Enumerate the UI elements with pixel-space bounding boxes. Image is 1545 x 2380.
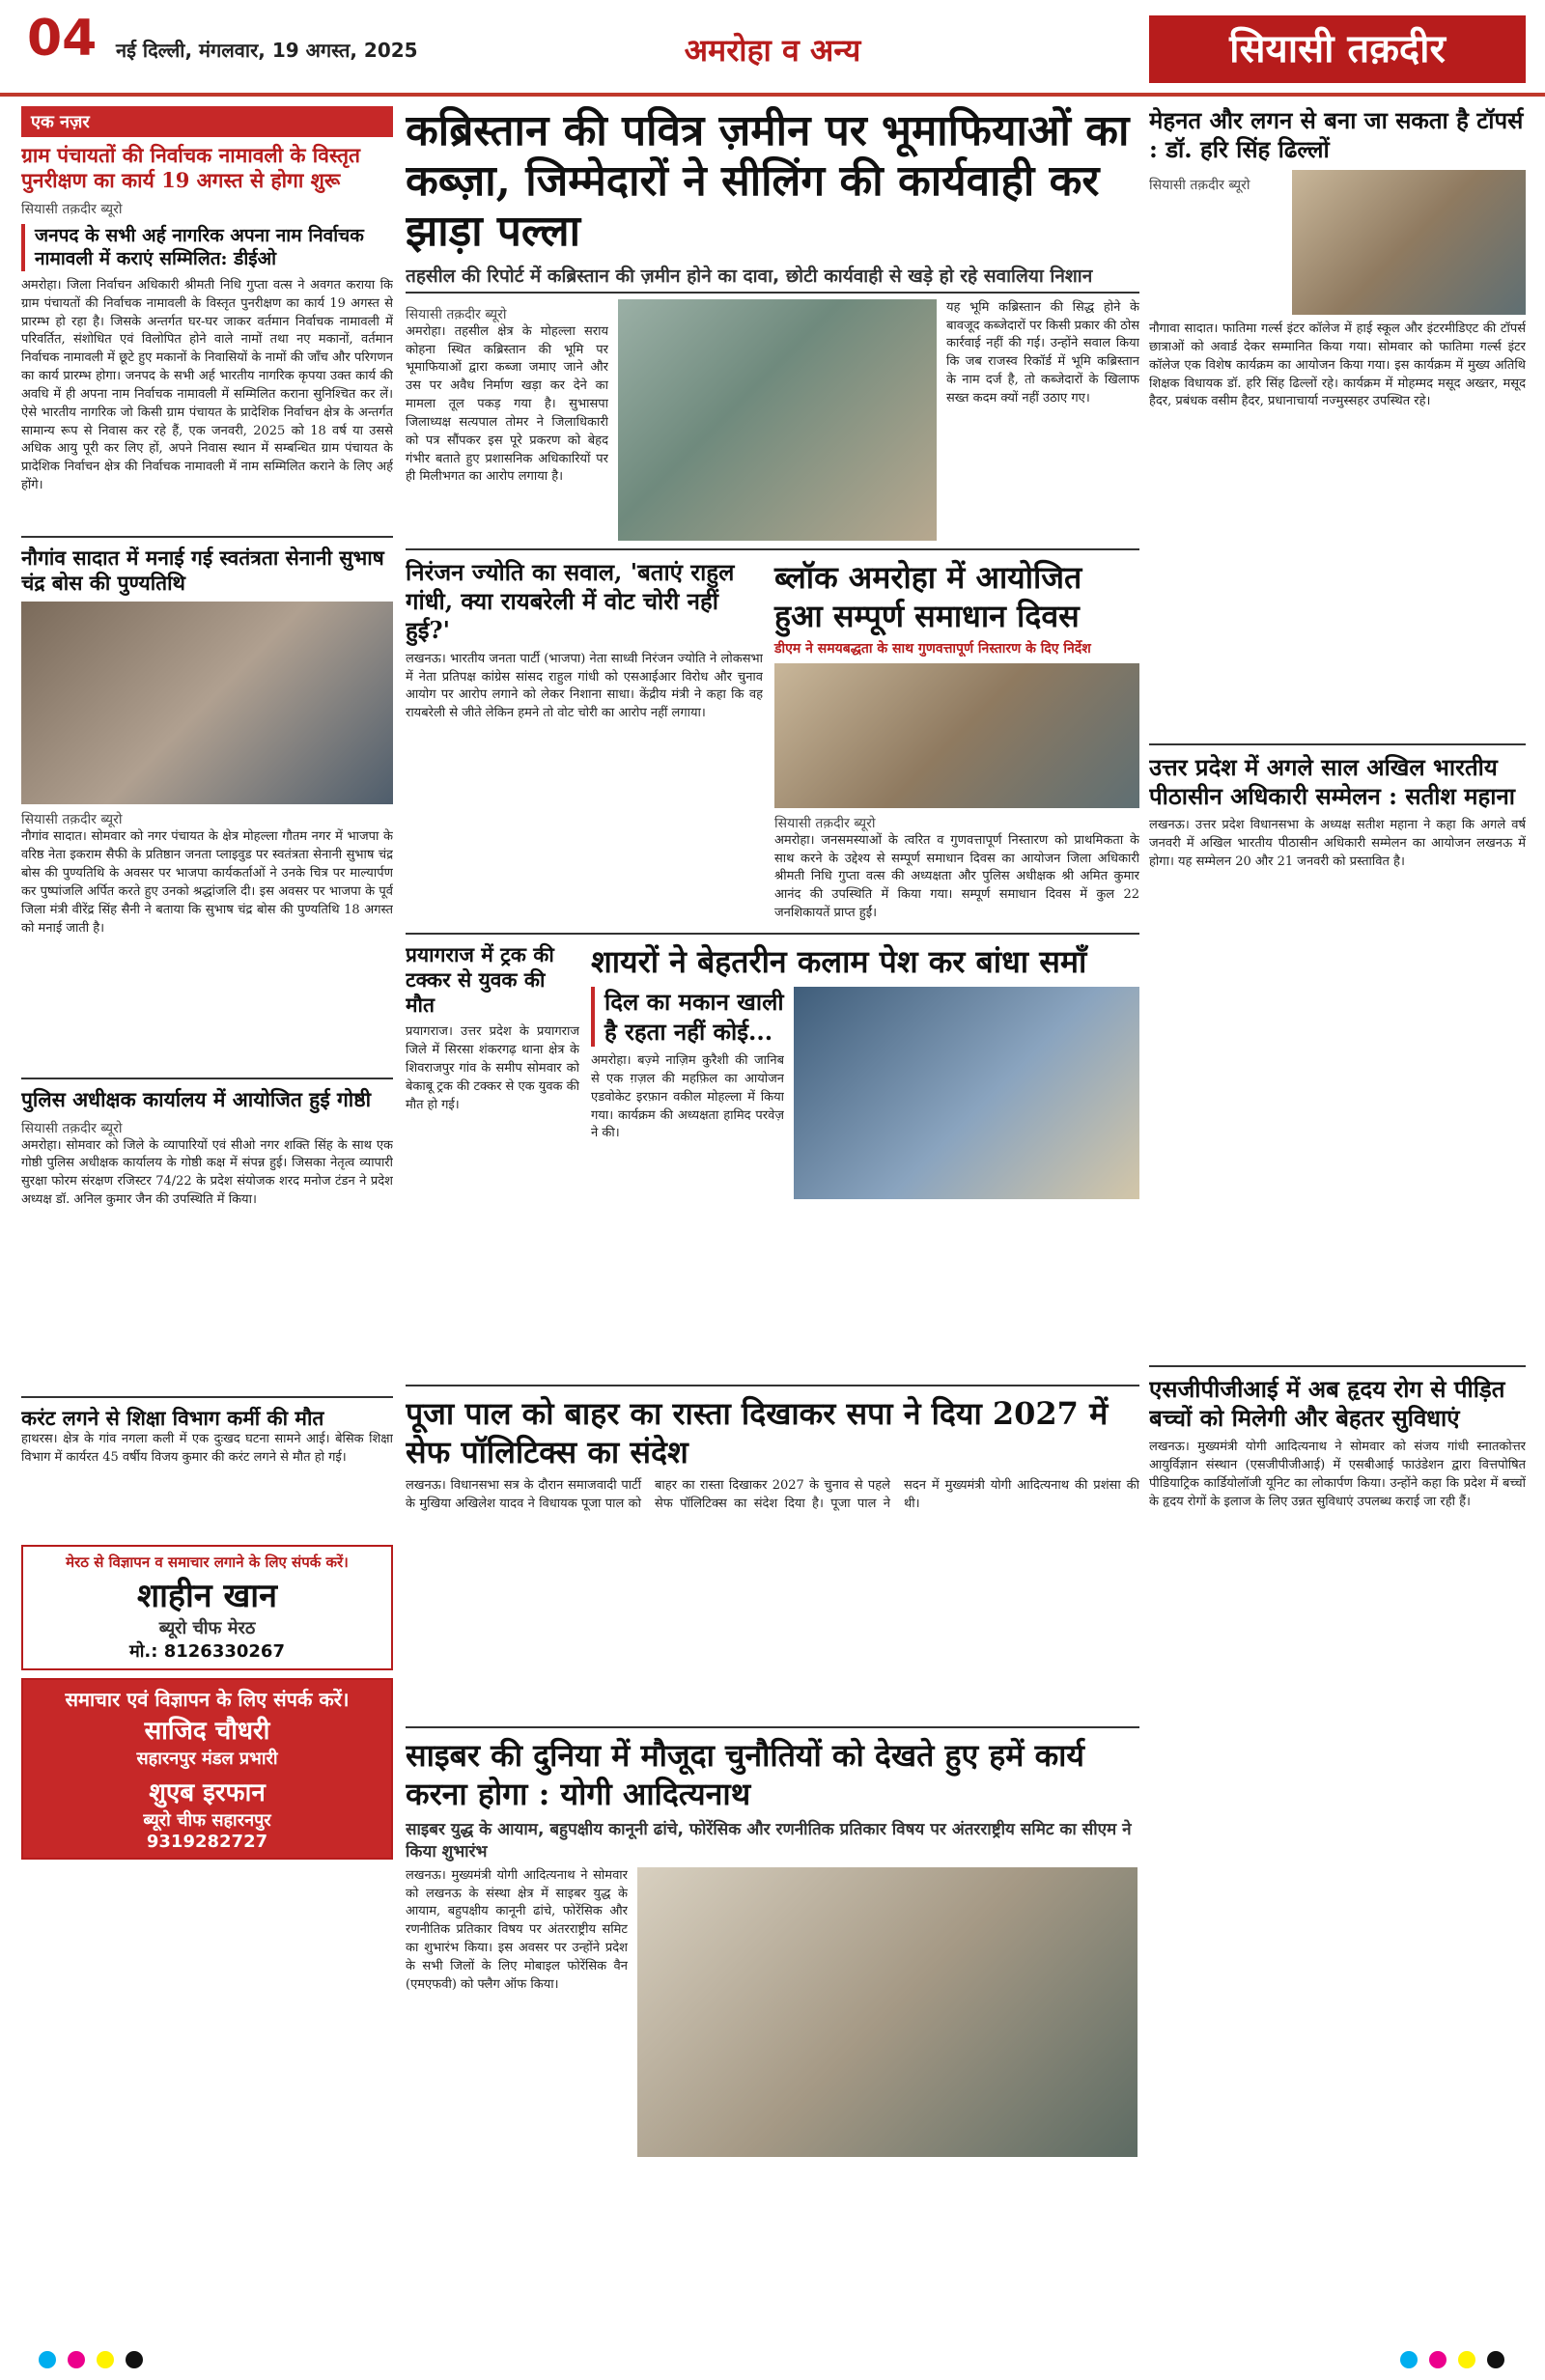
byline: सियासी तक़दीर ब्यूरो <box>21 201 123 217</box>
story-body: हाथरस। क्षेत्र के गांव नगला कली में एक दुःखद घटना सामने आई। बेसिक शिक्षा विभाग में कार्यरत 45 वर्षीय विजय कुमार की करंट लगने से मौत हो गई। <box>21 1431 393 1465</box>
story-body: लखनऊ। उत्तर प्रदेश विधानसभा के अध्यक्ष सतीश महाना ने कहा कि अगले वर्ष जनवरी में अखिल भारतीय पीठासीन अधिकारी सम्मेलन का आयोजन लखनऊ में होगा। यह सम्मेलन 20 और 21 जनवरी को प्रस्तावित है। <box>1149 818 1526 869</box>
lead-photo <box>618 299 937 541</box>
story-photo <box>21 602 393 804</box>
cyan-dot <box>39 2351 56 2368</box>
story-body: लखनऊ। मुख्यमंत्री योगी आदित्यनाथ ने सोमवार को संजय गांधी स्नातकोत्तर आयुर्विज्ञान संस्थान (एसजीपीजीआई) में एसबीआई फाउंडेशन द्वारा वित्तपोषित पीडियाट्रिक कार्डियोलॉजी यूनिट का लोकार्पण किया। उन्होंने कहा कि प्रदेश में बच्चों के हृदय रोगों के इलाज के लिए उन्नत सुविधाएं उपलब्ध कराई जा रही हैं। <box>1149 1440 1526 1509</box>
lead-headline: कब्रिस्तान की पवित्र ज़मीन पर भूमाफियाओं का कब्ज़ा, जिम्मेदारों ने सीलिंग की कार्यवाही कर झाड़ा पल्ला <box>406 106 1130 256</box>
story-headline: उत्तर प्रदेश में अगले साल अखिल भारतीय पीठासीन अधिकारी सम्मेलन : सतीश महाना <box>1149 753 1516 810</box>
story-body: नौगांव सादात। सोमवार को नगर पंचायत के क्षेत्र मोहल्ला गौतम नगर में भाजपा के वरिष्ठ नेता इकराम सैफी के प्रतिष्ठान जनता प्लाइवुड पर स्वतंत्रता सेनानी सुभाष चंद्र बोस की पुण्यतिथि के अवसर पर भाजपा कार्यकर्ताओं ने उनके चित्र पर माल्यार्पण कर पुष्पांजलि अर्पित करते हुए उनको श्रद्धांजलि दी। इस अवसर पर भाजपा के पूर्व जिला मंत्री वीरेंद्र सिंह सैनी ने बताया कि सुभाष चंद्र बोस की पुण्यतिथि 18 अगस्त को मनाई जाती है। <box>21 829 393 936</box>
section-title: अमरोहा व अन्य <box>684 32 861 69</box>
pull-quote: जनपद के सभी अर्ह नागरिक अपना नाम निर्वाचक नामावली में कराएं सम्मिलित: डीईओ <box>21 224 393 271</box>
ad-phone: मो.: 8126330267 <box>129 1640 285 1662</box>
black-dot <box>1487 2351 1504 2368</box>
story-headline: पूजा पाल को बाहर का रास्ता दिखाकर सपा ने दिया 2027 में सेफ पॉलिटिक्स का संदेश <box>406 1394 1109 1470</box>
brand-logo: सियासी तक़दीर <box>1149 15 1526 83</box>
byline: सियासी तक़दीर ब्यूरो <box>21 812 123 828</box>
story-subheadline: साइबर युद्ध के आयाम, बहुपक्षीय कानूनी ढांचे, फोरेंसिक और रणनीतिक प्रतिकार विषय पर अंतरराष्ट्रीय समिट का सीएम ने किया शुभारंभ <box>406 1819 1132 1862</box>
story-body: अमरोहा। सोमवार को जिले के व्यापारियों एवं सीओ नगर शक्ति सिंह के साथ एक गोष्ठी पुलिस अधीक्षक कार्यालय के गोष्ठी कक्ष में संपन्न हुई। जिसका नेतृत्व व्यापारी सुरक्षा फोरम संरक्षण रजिस्टर 74/22 के प्रदेश संयोजक शरद मनोज टंडन ने प्रदेश अध्यक्ष डॉ. अनिल कुमार जैन की उपस्थिति में किया। <box>21 1137 393 1208</box>
story-headline: नौगांव सादात में मनाई गई स्वतंत्रता सेनानी सुभाष चंद्र बोस की पुण्यतिथि <box>21 545 384 596</box>
yellow-dot <box>1458 2351 1475 2368</box>
right-column <box>1149 106 1526 2308</box>
ad-text: समाचार एवं विज्ञापन के लिए संपर्क करें। <box>65 1687 350 1711</box>
story-body: लखनऊ। मुख्यमंत्री योगी आदित्यनाथ ने सोमवार को लखनऊ के संस्था क्षेत्र में साइबर युद्ध के आयाम, बहुपक्षीय कानूनी ढांचे, फोरेंसिक और रणनीतिक प्रतिकार विषय पर अंतरराष्ट्रीय समिट का शुभारंभ किया। इस अवसर पर उन्होंने प्रदेश के सभी जिलों के लिए मोबाइल फोरेंसिक वैन (एमएफवी) को फ्लैग ऑफ किया। <box>406 1867 628 1992</box>
story-body: नौगावा सादात। फातिमा गर्ल्स इंटर कॉलेज में हाई स्कूल और इंटरमीडिएट की टॉपर्स छात्राओं को अवार्ड देकर सम्मानित किया गया। सोमवार को फातिमा गर्ल्स इंटर कॉलेज एक विशेष कार्यक्रम का आयोजन किया गया। इस कार्यक्रम में मुख्य अतिथि शिक्षक विधायक डॉ. हरि सिंह ढिल्लों रहे। कार्यक्रम में मोहम्मद मसूद अख्तर, मसूद हैदर, प्रबंधक वसीम हैदर, प्रधानाचार्या नज्मुस्सहर उपस्थित रहे। <box>1149 322 1526 409</box>
story-kicker: डीएम ने समयबद्धता के साथ गुणवत्तापूर्ण निस्तारण के दिए निर्देश <box>774 640 1091 657</box>
ad-role: सहारनपुर मंडल प्रभारी <box>136 1748 278 1769</box>
middle-column <box>406 106 1139 2308</box>
byline: सियासी तक़दीर ब्यूरो <box>1149 178 1250 193</box>
byline: सियासी तक़दीर ब्यूरो <box>21 1120 123 1136</box>
story-body: अमरोहा। तहसील क्षेत्र के मोहल्ला सराय कोहना स्थित कब्रिस्तान की भूमि पर भूमाफियाओं द्वारा कब्जा जमाए जाने और उस पर अवैध निर्माण खड़ा कर देने का मामला तूल पकड़ गया है। सुभासपा जिलाध्यक्ष सत्यपाल तोमर ने जिलाधिकारी को पत्र सौंपकर इस पूरे प्रकरण को बेहद गंभीर बताते हुए प्रशासनिक अधिकारियों पर ही मिलीभगत का आरोप लगाया है। <box>406 323 608 485</box>
magenta-dot <box>1429 2351 1447 2368</box>
story-photo <box>637 1867 1138 2157</box>
story-headline: प्रयागराज में ट्रक की टक्कर से युवक की मौत <box>406 941 554 1018</box>
story-headline: ग्राम पंचायतों की निर्वाचक नामावली के विस्तृत पुनरीक्षण का कार्य 19 अगस्त से होगा शुरू <box>21 143 361 193</box>
story-headline: साइबर की दुनिया में मौजूदा चुनौतियों को देखते हुए हमें कार्य करना होगा : योगी आदित्यनाथ <box>406 1736 1084 1812</box>
divider <box>406 1385 1139 1386</box>
story-photo <box>774 663 1139 808</box>
magenta-dot <box>68 2351 85 2368</box>
pull-quote: दिल का मकान खाली है रहता नहीं कोई... <box>591 987 784 1047</box>
byline: सियासी तक़दीर ब्यूरो <box>774 815 876 831</box>
divider <box>21 536 393 538</box>
ad-saharanpur <box>21 1678 393 1860</box>
byline: सियासी तक़दीर ब्यूरो <box>406 306 507 322</box>
registration-marks <box>0 2351 1545 2372</box>
divider <box>406 548 1139 550</box>
yellow-dot <box>97 2351 114 2368</box>
left-column <box>21 106 393 2028</box>
lead-subheadline: तहसील की रिपोर्ट में कब्रिस्तान की ज़मीन होने का दावा, छोटी कार्यवाही से खड़े हो रहे सवालिया निशान <box>406 263 1139 294</box>
black-dot <box>126 2351 143 2368</box>
ad-phone: 9319282727 <box>146 1831 268 1852</box>
story-body: अमरोहा। जनसमस्याओं के त्वरित व गुणवत्तापूर्ण निस्तारण को प्राथमिकता के साथ करने के उद्देश्य से सम्पूर्ण समाधान दिवस का आयोजन जिला अधिकारी श्रीमती निधि गुप्ता वत्स की अध्यक्षता और पुलिस अधीक्षक श्री अमित कुमार आनंद की उपस्थिति में किया गया। सम्पूर्ण समाधान दिवस में कुल 22 जनशिकायतें प्राप्त हुईं। <box>774 832 1139 921</box>
ad-name: शुएब इरफान <box>149 1778 266 1807</box>
page-number: 04 <box>27 10 98 68</box>
story-headline: मेहनत और लगन से बना जा सकता है टॉपर्स : डॉ. हरि सिंह ढिल्लों <box>1149 106 1524 163</box>
story-body: अमरोहा। जिला निर्वाचन अधिकारी श्रीमती निधि गुप्ता वत्स ने अवगत कराया कि ग्राम पंचायतों की निर्वाचक नामावली के विस्तृत पुनरीक्षण का कार्य 19 अगस्त से प्रारम्भ हो रहा है। जिसके अन्तर्गत घर-घर जाकर वर्तमान निर्वाचक नामावली में परिवर्तित, संशोधित एवं विलोपित होने वाले नामों तथा नए मकानों, वर्तमान निर्वाचक नामावली में छूटे हुए मकानों के निवासियों के नामों की जाँच और परिगणन का कार्य प्रारम्भ होगा। जनपद के सभी अर्ह भारतीय नागरिक कृपया उक्त कार्य की अवधि में ही अपना नाम निर्वाचक नामावली में सम्मिलित कराना सुनिश्चित कर लें। ऐसे भारतीय नागरिक जो किसी ग्राम पंचायत के प्रादेशिक निर्वाचन क्षेत्र के अन्तर्गत सामान्य रूप से निवास कर रहे हैं, एक जनवरी, 2025 को 18 वर्ष या उससे अधिक आयु पूरी कर लिए हों, अपने निवास स्थान में सम्बन्धित ग्राम पंचायत के प्रादेशिक निर्वाचन क्षेत्र की निर्वाचक नामावली में नाम सम्मिलित कराने के लिए अर्ह होंगे। <box>21 277 393 493</box>
story-headline: ब्लॉक अमरोहा में आयोजित हुआ सम्पूर्ण समाधान दिवस <box>774 558 1082 634</box>
ad-text: मेरठ से विज्ञापन व समाचार लगाने के लिए संपर्क करें। <box>66 1553 349 1571</box>
story-headline: निरंजन ज्योति का सवाल, 'बताएं राहुल गांधी, क्या रायबरेली में वोट चोरी नहीं हुई?' <box>406 557 735 644</box>
ad-role: ब्यूरो चीफ सहारनपुर <box>143 1809 271 1831</box>
divider <box>21 1396 393 1398</box>
ad-meerut <box>21 1545 393 1670</box>
ad-role: ब्यूरो चीफ मेरठ <box>158 1617 256 1638</box>
cyan-dot <box>1400 2351 1418 2368</box>
divider <box>1149 1365 1526 1367</box>
divider <box>21 1078 393 1079</box>
masthead <box>0 0 1545 97</box>
ad-name: साजिद चौधरी <box>144 1716 270 1746</box>
story-headline: करंट लगने से शिक्षा विभाग कर्मी की मौत <box>21 1405 324 1430</box>
story-body: अमरोहा। बज़्मे नाज़िम कुरैशी की जानिब से एक ग़ज़ल की महफ़िल का आयोजन एडवोकेट इरफ़ान वकील मोहल्ला में किया गया। कार्यक्रम की अध्यक्षता हामिद परवेज़ ने की। <box>591 1053 784 1141</box>
divider <box>1149 743 1526 745</box>
story-photo <box>794 987 1139 1199</box>
story-photo <box>1292 170 1526 315</box>
story-body: यह भूमि कब्रिस्तान की सिद्ध होने के बावजूद कब्जेदारों पर किसी प्रकार की ठोस कार्रवाई नहीं की गई। उन्होंने सवाल किया कि जब राजस्व रिकॉर्ड में भूमि कब्रिस्तान के नाम दर्ज है, तो कब्जेदारों के खिलाफ सख्त कदम क्यों नहीं उठाए गए। <box>946 299 1139 406</box>
story-headline: एसजीपीजीआई में अब हृदय रोग से पीड़ित बच्चों को मिलेगी और बेहतर सुविधाएं <box>1149 1375 1505 1432</box>
story-body: लखनऊ। भारतीय जनता पार्टी (भाजपा) नेता साध्वी निरंजन ज्योति ने लोकसभा में नेता प्रतिपक्ष कांग्रेस सांसद राहुल गांधी को एसआईआर विरोध और चुनाव आयोग पर आरोप लगाने को लेकर निशाना साधा। केंद्रीय मंत्री ने कहा कि वह रायबरेली से जीते लेकिन हमने तो वोट चोरी का आरोप नहीं लगाया। <box>406 651 763 721</box>
dateline: नई दिल्ली, मंगलवार, 19 अगस्त, 2025 <box>116 39 418 62</box>
story-body: लखनऊ। विधानसभा सत्र के दौरान समाजवादी पार्टी के मुखिया अखिलेश यादव ने विधायक पूजा पाल को बाहर का रास्ता दिखाकर 2027 के चुनाव से पहले सेफ पॉलिटिक्स का संदेश दिया है। पूजा पाल ने सदन में मुख्यमंत्री योगी आदित्यनाथ की प्रशंसा की थी। <box>406 1477 1139 1511</box>
ad-name: शाहीन खान <box>137 1576 277 1615</box>
divider <box>406 1726 1139 1728</box>
story-body: प्रयागराज। उत्तर प्रदेश के प्रयागराज जिले में सिरसा शंकरगढ़ थाना क्षेत्र के शिवराजपुर गांव के समीप सोमवार को बेकाबू ट्रक की टक्कर से एक युवक की मौत हो गई। <box>406 1024 579 1112</box>
ek-nazar-kicker: एक नज़र <box>21 106 393 137</box>
story-headline: शायरों ने बेहतरीन कलाम पेश कर बांधा समाँ <box>591 942 1087 980</box>
story-headline: पुलिस अधीक्षक कार्यालय में आयोजित हुई गोष्ठी <box>21 1087 372 1112</box>
